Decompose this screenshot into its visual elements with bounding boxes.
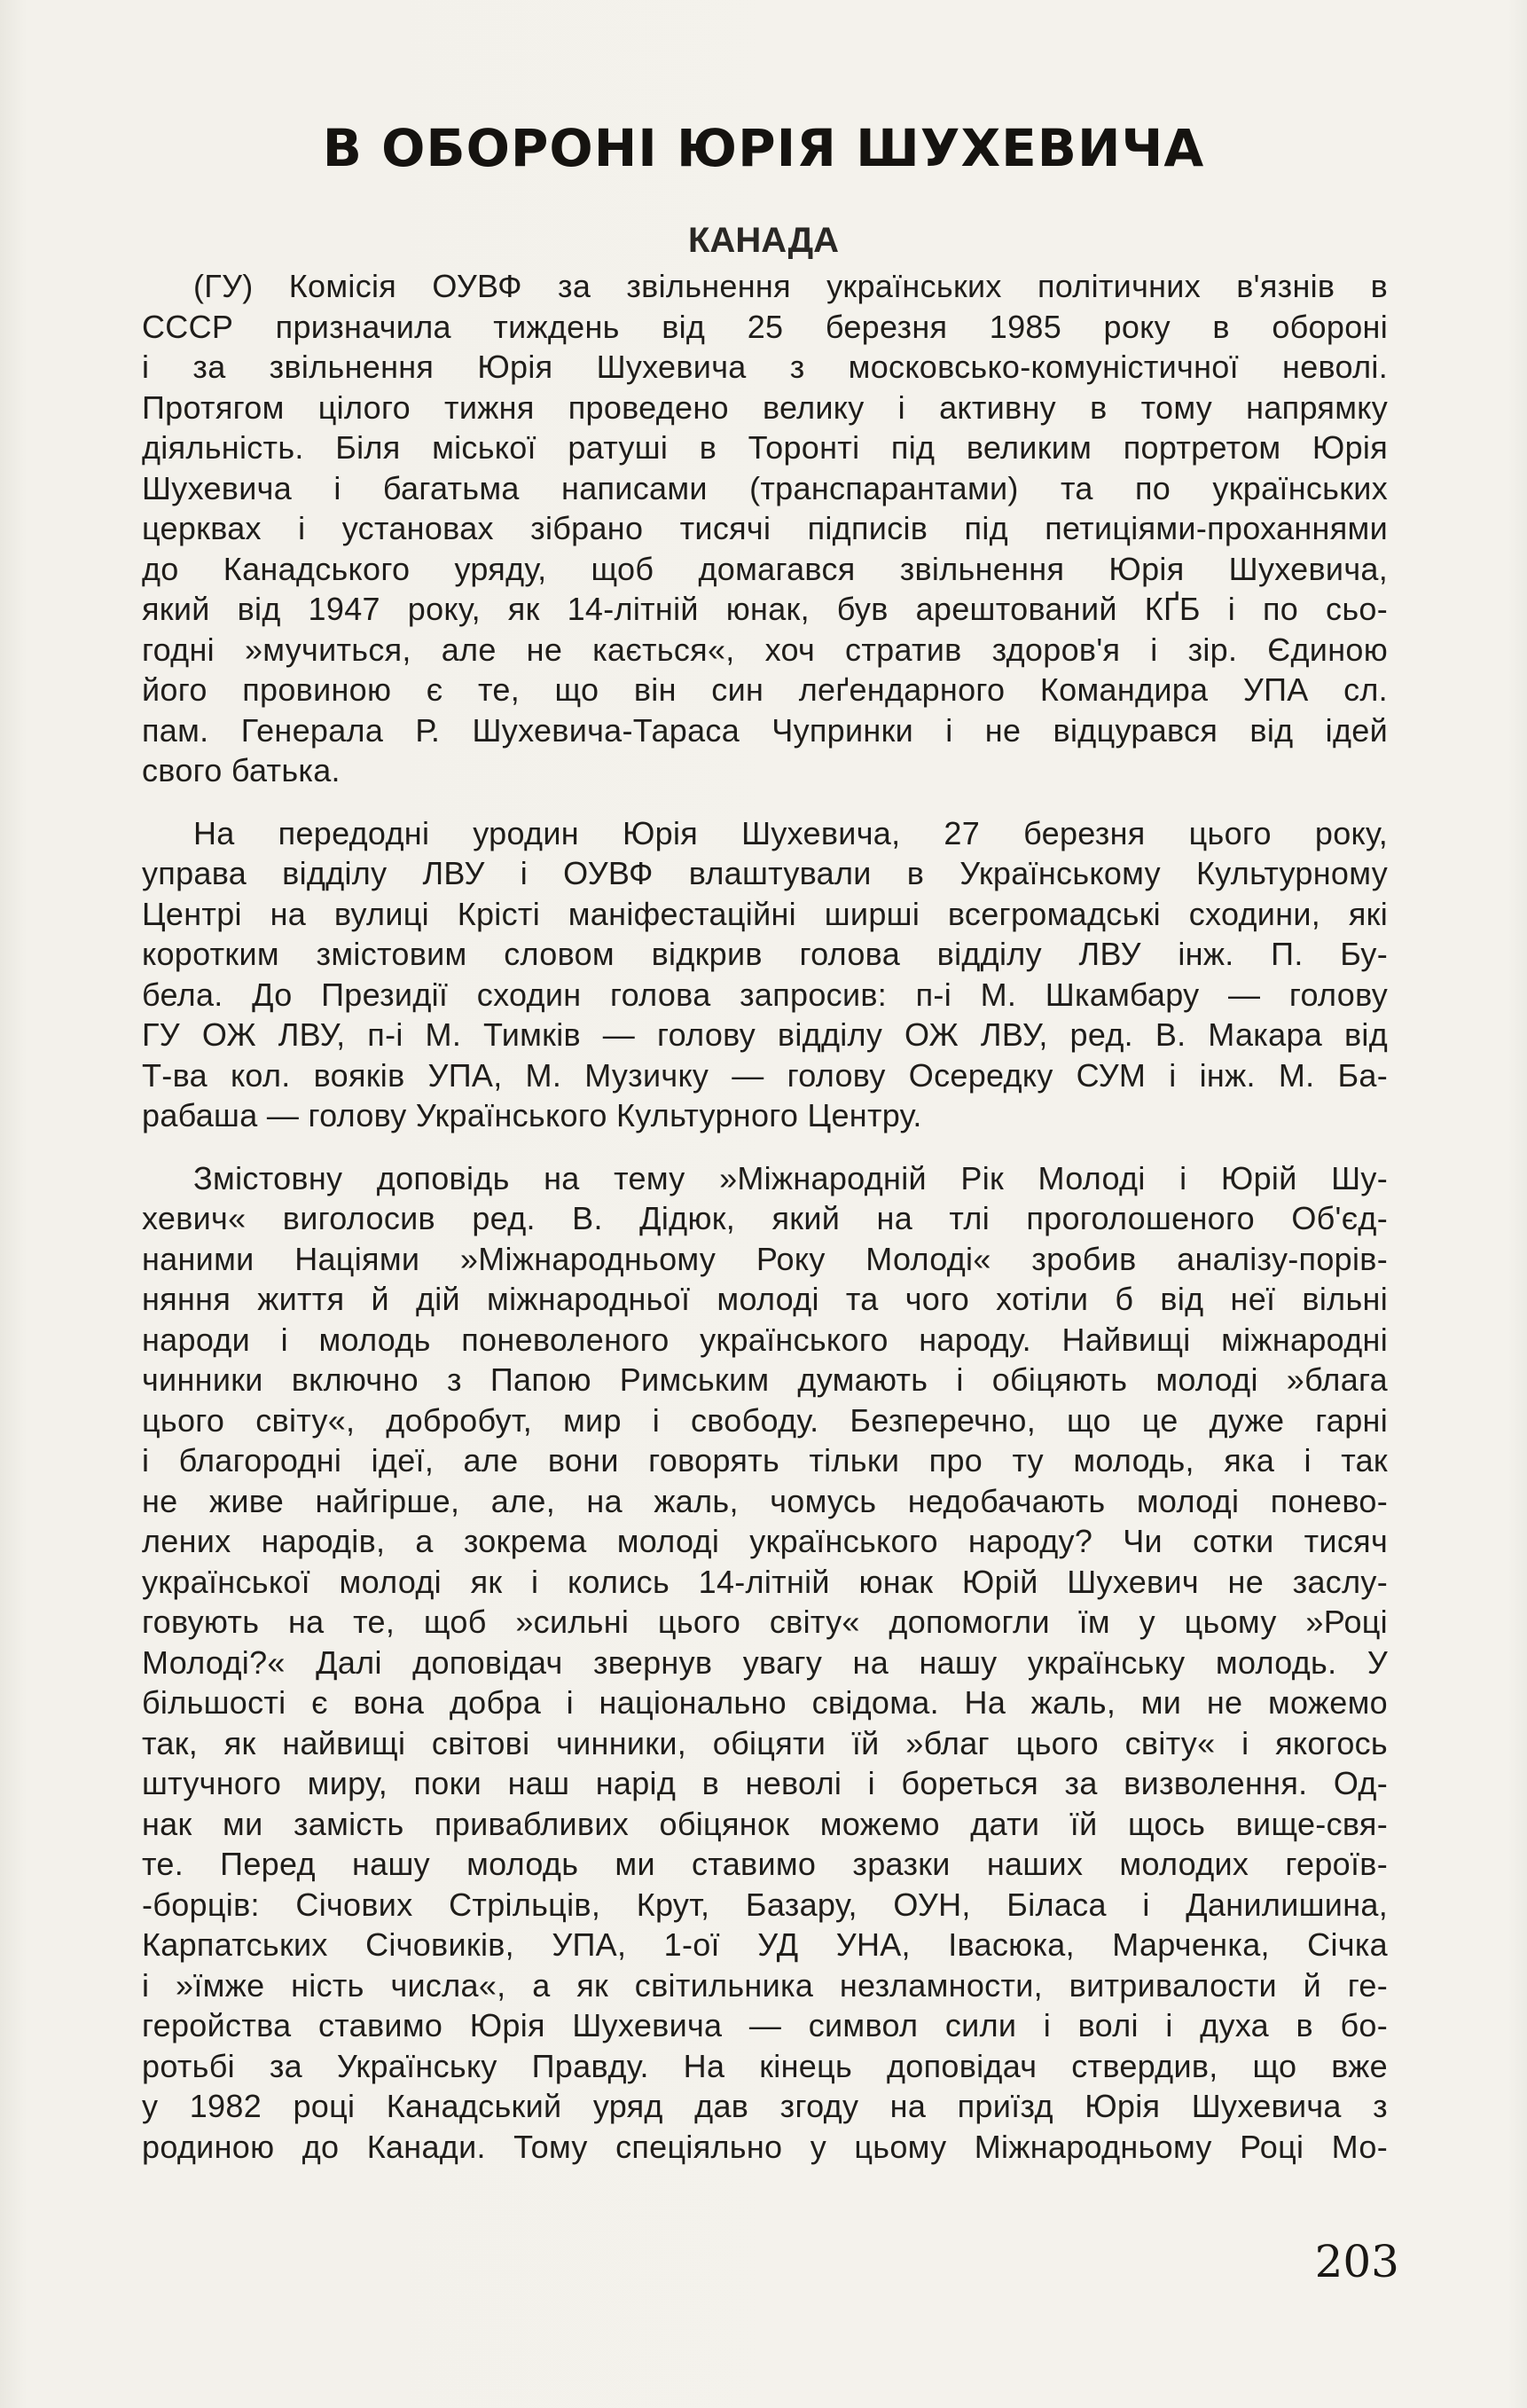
article-subtitle: КАНАДА — [688, 221, 839, 260]
article-title: В ОБОРОНІ ЮРІЯ ШУХЕВИЧА — [322, 118, 1205, 178]
text-line: штучного миру, поки наш нарід в неволі і бореться за визволення. Од- — [142, 1765, 1388, 1801]
text-line: рабаша — голову Українського Культурного Центру. — [142, 1097, 922, 1133]
text-line: нак ми замість привабливих обіцянок можемо дати їй щось вище-свя- — [142, 1805, 1388, 1842]
text-line: і благородні ідеї, але вони говорять тільки про ту молодь, яка і так — [142, 1442, 1388, 1479]
text-line: діяльність. Біля міської ратуші в Торонті під великим портретом Юрія — [142, 429, 1388, 466]
text-line: геройства ставимо Юрія Шухевича — символ сили і волі і духа в бо- — [142, 2007, 1388, 2043]
text-line: ГУ ОЖ ЛВУ, п-і М. Тимків — голову відділу ОЖ ЛВУ, ред. В. Макара від — [142, 1016, 1388, 1053]
text-line: до Канадського уряду, щоб домагався звільнення Юрія Шухевича, — [142, 550, 1388, 587]
text-line: не живе найгірше, але, на жаль, чомусь недобачають молоді понево- — [142, 1482, 1388, 1519]
text-line: Молоді?« Далі доповідач звернув увагу на нашу українську молодь. У — [142, 1643, 1388, 1681]
paragraph — [142, 813, 1388, 1136]
text-line: свого батька. — [142, 752, 341, 788]
text-line: Центрі на вулиці Крісті маніфестаційні ширші всегромадські сходини, які — [142, 895, 1388, 932]
text-line: няння життя й дій міжнародньої молоді та чого хотіли б від неї вільні — [142, 1281, 1388, 1317]
text-line: коротким змістовим словом відкрив голова відділу ЛВУ інж. П. Бу- — [142, 936, 1388, 972]
text-line: Шухевича і багатьма написами (транспарантами) та по українських — [142, 469, 1388, 506]
text-line: і за звільнення Юрія Шухевича з московсько-комуністичної неволі. — [142, 349, 1388, 385]
text-line: ротьбі за Українську Правду. На кінець доповідач ствердив, що вже — [142, 2047, 1388, 2084]
page-number: 203 — [1314, 2236, 1399, 2287]
text-line: цього світу«, добробут, мир і свободу. Безперечно, що це дуже гарні — [142, 1401, 1388, 1439]
paragraph — [142, 266, 1388, 791]
text-line: більшості є вона добра і національно свідома. На жаль, ми не можемо — [142, 1684, 1388, 1721]
text-line: у 1982 році Канадський уряд дав згоду на приїзд Юрія Шухевича з — [142, 2088, 1388, 2124]
paragraph-gap — [142, 791, 1388, 813]
text-line: бела. До Президії сходин голова запросив: п-і М. Шкамбару — голову — [142, 976, 1388, 1013]
text-line: СССР призначила тиждень від 25 березня 1985 року в обороні — [142, 308, 1388, 345]
text-line: який від 1947 року, як 14-літній юнак, був арештований КҐБ і по сьо- — [142, 591, 1388, 627]
text-line: наними Націями »Міжнародньому Року Молоді« зробив аналізу-порів- — [142, 1240, 1388, 1277]
text-line: Змістовну доповідь на тему »Міжнародній Рік Молоді і Юрій Шу- — [193, 1159, 1388, 1196]
text-line: хевич« виголосив ред. В. Дідюк, який на тлі проголошеного Об'єд- — [142, 1200, 1388, 1236]
text-line: так, як найвищі світові чинники, обіцяти їй »благ цього світу« і якогось — [142, 1724, 1388, 1761]
article-body — [142, 266, 1388, 2167]
text-line: Т-ва кол. вояків УПА, М. Музичку — голову Осередку СУМ і інж. М. Ба- — [142, 1056, 1388, 1094]
text-line: церквах і установах зібрано тисячі підписів під петиціями-проханнями — [142, 510, 1388, 546]
text-line: української молоді як і колись 14-літній юнак Юрій Шухевич не заслу- — [142, 1563, 1388, 1600]
paragraph-gap — [142, 1136, 1388, 1158]
text-line: його провиною є те, що він син леґендарного Командира УПА сл. — [142, 671, 1388, 708]
text-line: годні »мучиться, але не кається«, хоч стратив здоров'я і зір. Єдиною — [142, 631, 1388, 668]
text-line: те. Перед нашу молодь ми ставимо зразки наших молодих героїв- — [142, 1846, 1388, 1882]
paragraph — [142, 1158, 1388, 2168]
text-line: і »їмже ність числа«, а як світильника незламности, витривалости й ге- — [142, 1966, 1388, 2004]
text-line: народи і молодь поневоленого українського народу. Найвищі міжнародні — [142, 1321, 1388, 1358]
text-line: говують на те, щоб »сильні цього світу« допомогли їм у цьому »Році — [142, 1604, 1388, 1640]
text-line: (ГУ) Комісія ОУВФ за звільнення українських політичних в'язнів в — [193, 268, 1388, 304]
text-line: -борців: Січових Стрільців, Крут, Базару, ОУН, Біласа і Данилишина, — [142, 1886, 1388, 1923]
text-line: чинники включно з Папою Римським думають і обіцяють молоді »блага — [142, 1361, 1388, 1398]
text-line: Карпатських Січовиків, УПА, 1-ої УД УНА, Івасюка, Марченка, Січка — [142, 1926, 1388, 1963]
text-line: родиною до Канади. Тому спеціяльно у цьому Міжнародньому Році Мо- — [142, 2128, 1388, 2165]
text-line: Протягом цілого тижня проведено велику і активну в тому напрямку — [142, 388, 1388, 426]
text-line: На передодні уродин Юрія Шухевича, 27 березня цього року, — [193, 814, 1388, 851]
text-line: лених народів, а зокрема молоді українського народу? Чи сотки тисяч — [142, 1523, 1388, 1559]
text-line: управа відділу ЛВУ і ОУВФ влаштували в Українському Культурному — [142, 855, 1388, 891]
text-line: пам. Генерала Р. Шухевича-Тараса Чупринки і не відцурався від ідей — [142, 711, 1388, 749]
